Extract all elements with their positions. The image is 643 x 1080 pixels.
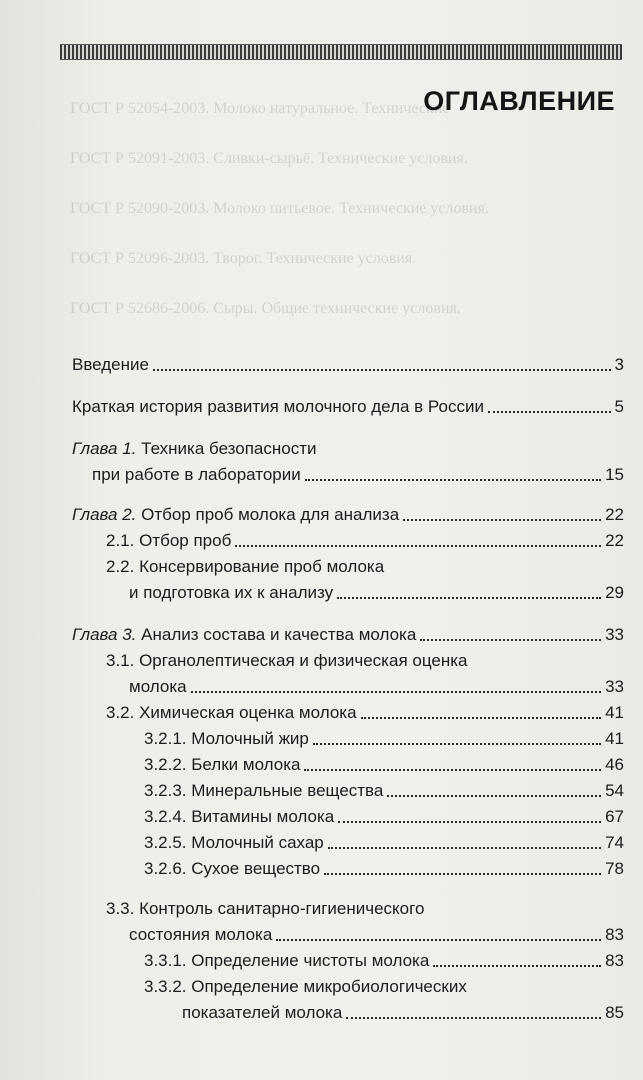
toc-entry-title-continued: показателей молока (182, 1003, 343, 1022)
toc-entry-chapter-1[interactable] (72, 436, 624, 488)
show-through-text: ГОСТ Р 52686-2006. Сыры. Общие технические условия. (70, 300, 461, 317)
leader-dots (337, 597, 601, 599)
leader-dots (153, 369, 611, 371)
leader-dots (304, 769, 601, 771)
toc-entry-3-3-1[interactable] (72, 948, 624, 974)
toc-entry-title-continued: состояния молока (129, 925, 273, 944)
toc-entry-3-2-3[interactable] (72, 778, 624, 804)
chapter-label: Глава 3. (72, 625, 137, 644)
toc-page-number: 83 (605, 925, 624, 944)
leader-dots (387, 795, 601, 797)
toc-entry-title: 3.2.6. Сухое вещество (144, 859, 321, 878)
table-of-contents (72, 352, 624, 1026)
toc-page-number: 22 (605, 531, 624, 550)
toc-entry-title: 3.3. Контроль санитарно-гигиенического (106, 899, 425, 918)
toc-page-number: 74 (605, 833, 624, 852)
leader-dots (235, 545, 601, 547)
leader-dots (191, 691, 601, 693)
toc-entry-title: Анализ состава и качества молока (141, 625, 417, 644)
toc-entry-3-2[interactable] (72, 700, 624, 726)
toc-entry-title: Краткая история развития молочного дела в России (72, 397, 484, 416)
toc-entry-introduction[interactable] (72, 352, 624, 378)
toc-entry-title: 3.2.4. Витамины молока (144, 807, 335, 826)
page-title: ОГЛАВЛЕНИЕ (423, 86, 615, 116)
toc-entry-title: Отбор проб молока для анализа (141, 505, 400, 524)
toc-entry-3-2-6[interactable] (72, 856, 624, 882)
toc-entry-title: Введение (72, 355, 149, 374)
leader-dots (338, 821, 601, 823)
toc-entry-3-3[interactable] (72, 896, 624, 948)
toc-entry-title-continued: молока (129, 677, 187, 696)
leader-dots (361, 717, 602, 719)
show-through-text: ГОСТ Р 52091-2003. Сливки-сырьё. Технические условия. (70, 150, 468, 167)
toc-entry-title: 3.1. Органолептическая и физическая оценка (106, 651, 468, 670)
toc-page-number: 33 (605, 677, 624, 696)
leader-dots (488, 411, 611, 413)
toc-entry-title-continued: при работе в лаборатории (92, 465, 301, 484)
toc-entry-chapter-3[interactable] (72, 622, 624, 648)
toc-entry-title: Техника безопасности (141, 439, 317, 458)
toc-entry-3-2-5[interactable] (72, 830, 624, 856)
toc-page-number: 67 (605, 807, 624, 826)
toc-page-number: 3 (614, 355, 624, 374)
toc-page-number: 33 (605, 625, 624, 644)
leader-dots (276, 939, 601, 941)
chapter-label: Глава 1. (72, 439, 137, 458)
toc-entry-2-2[interactable] (72, 554, 624, 606)
leader-dots (420, 639, 601, 641)
toc-entry-3-2-2[interactable] (72, 752, 624, 778)
toc-page-number: 29 (605, 583, 624, 602)
header-rule (60, 44, 622, 60)
toc-entry-3-2-4[interactable] (72, 804, 624, 830)
show-through-text: ГОСТ Р 52054-2003. Молоко натуральное. Технические (70, 100, 450, 117)
toc-page-number: 83 (605, 951, 624, 970)
toc-entry-title-continued: и подготовка их к анализу (129, 583, 334, 602)
toc-entry-2-1[interactable] (72, 528, 624, 554)
toc-entry-3-3-2[interactable] (72, 974, 624, 1026)
chapter-label: Глава 2. (72, 505, 137, 524)
toc-page-number: 85 (605, 1003, 624, 1022)
toc-page-number: 54 (605, 781, 624, 800)
toc-page-number: 46 (605, 755, 624, 774)
toc-entry-title: 3.3.2. Определение микробиологических (144, 977, 467, 996)
toc-entry-title: 3.2. Химическая оценка молока (106, 703, 357, 722)
toc-entry-title: 3.2.1. Молочный жир (144, 729, 309, 748)
toc-entry-3-2-1[interactable] (72, 726, 624, 752)
toc-entry-title: 3.2.5. Молочный сахар (144, 833, 324, 852)
leader-dots (433, 965, 601, 967)
leader-dots (403, 519, 601, 521)
leader-dots (324, 873, 601, 875)
leader-dots (305, 479, 601, 481)
toc-page-number: 15 (605, 465, 624, 484)
toc-page-number: 78 (605, 859, 624, 878)
toc-entry-chapter-2[interactable] (72, 502, 624, 528)
toc-entry-title: 3.2.2. Белки молока (144, 755, 301, 774)
toc-entry-3-1[interactable] (72, 648, 624, 700)
show-through-text: ГОСТ Р 52096-2003. Творог. Технические условия. (70, 250, 417, 267)
toc-entry-title: 2.2. Консервирование проб молока (106, 557, 385, 576)
toc-page-number: 41 (605, 703, 624, 722)
leader-dots (313, 743, 601, 745)
toc-page-number: 22 (605, 505, 624, 524)
show-through-text: ГОСТ Р 52090-2003. Молоко питьевое. Технические условия. (70, 200, 489, 217)
toc-page-number: 41 (605, 729, 624, 748)
toc-entry-history[interactable] (72, 394, 624, 420)
leader-dots (328, 847, 601, 849)
toc-entry-title: 3.3.1. Определение чистоты молока (144, 951, 430, 970)
leader-dots (346, 1017, 601, 1019)
toc-entry-title: 3.2.3. Минеральные вещества (144, 781, 384, 800)
toc-entry-title: 2.1. Отбор проб (106, 531, 232, 550)
toc-page-number: 5 (614, 397, 624, 416)
